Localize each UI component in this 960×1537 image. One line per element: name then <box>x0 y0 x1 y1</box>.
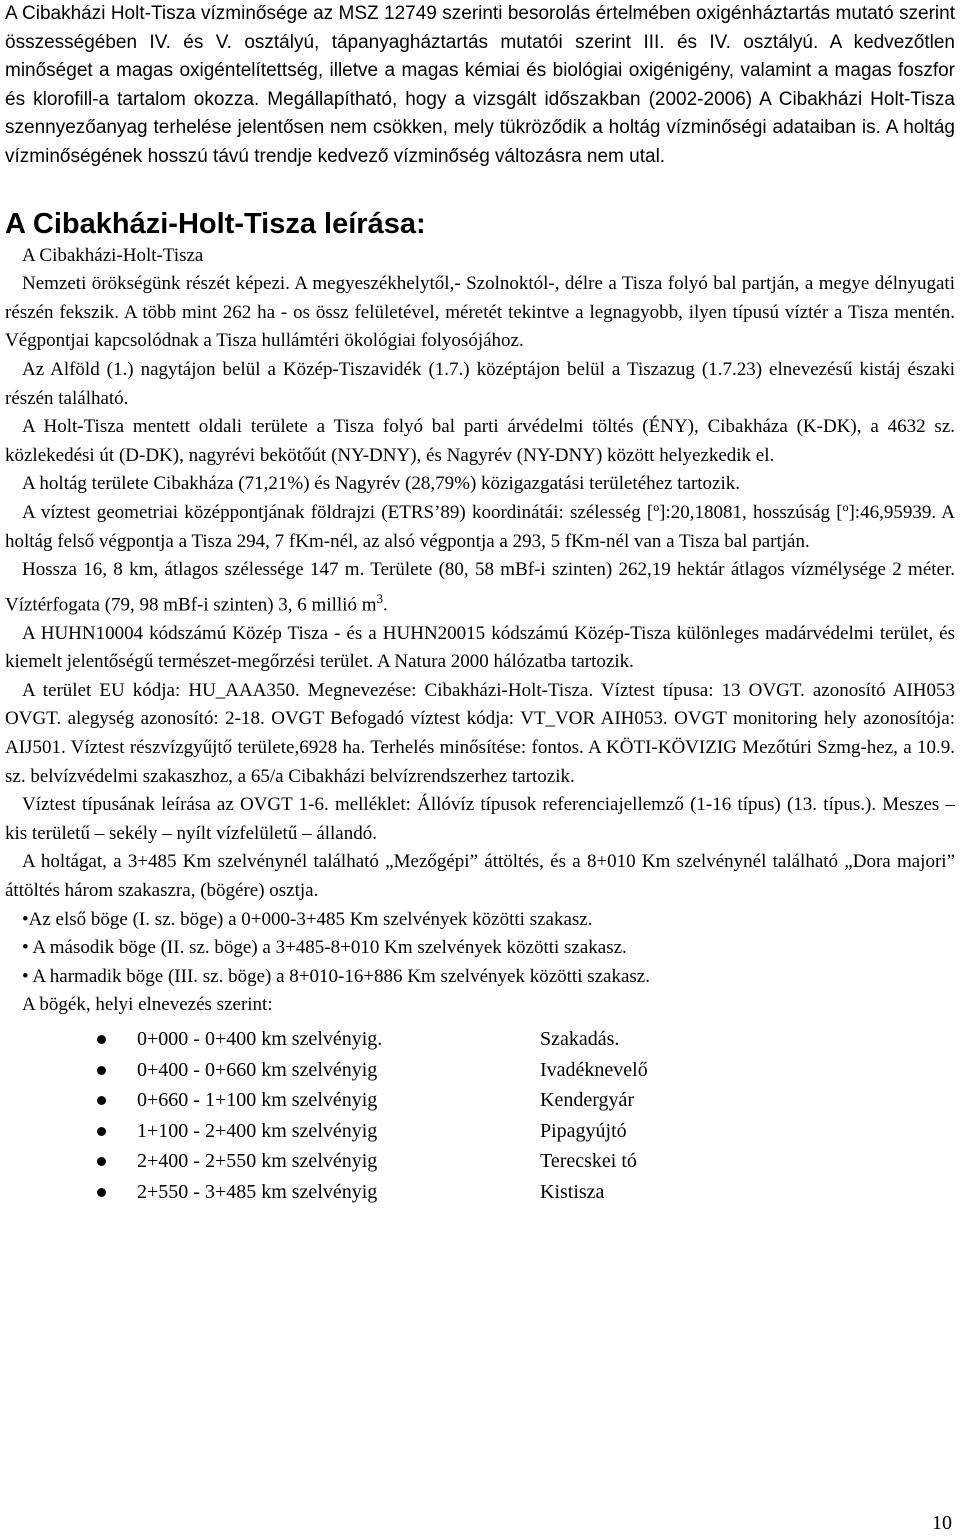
paragraph-heritage: Nemzeti örökségünk részét képezi. A megyeszékhelytől,- Szolnoktól-, délre a Tisza folyó bal partján, a megye délnyugati részén fekszik. A több mint 262 ha - os össz felületével, méretét tekintve a legnagyobb, ilyen típusú víztér a Tisza mentén. Végpontjai kapcsolódnak a Tisza hullámtéri ökológiai folyosójához. <box>5 273 955 352</box>
boge-list <box>5 906 955 992</box>
paragraph-coordinates: A víztest geometriai középpontjának földrajzi (ETRS’89) koordinátái: szélesség [º]:20,18081, hosszúság [º]:46,95939. A holtág felső végpontja a Tisza 294, 7 fKm-nél, az alsó végpontja a 293, 5 fKm-nél van a Tisza bal partján. <box>5 501 955 552</box>
paragraph-dimensions <box>5 556 955 620</box>
paragraph-sections: A holtágat, a 3+485 Km szelvénynél található „Mezőgépi” áttöltés, és a 8+010 Km szelvénynél található „Dora majori” áttöltés három szakaszra, (bögére) osztja. <box>5 851 955 901</box>
segment-name: Pipagyújtó <box>540 1119 627 1142</box>
paragraph-natura: A HUHN10004 kódszámú Közép Tisza - és a HUHN20015 kódszámú Közép-Tisza különleges madárvédelmi terület, és kiemelt jelentőségű természet-megőrzési terület. A Natura 2000 hálózatba tartozik. <box>5 622 955 673</box>
list-item: • A második böge (II. sz. böge) a 3+485-8+010 Km szelvények közötti szakasz. <box>22 937 627 959</box>
segment-row <box>5 1085 955 1116</box>
water-quality-summary <box>5 0 955 172</box>
boge-names-intro: A bögék, helyi elnevezés szerint: <box>22 994 273 1016</box>
document-page <box>5 0 955 1207</box>
segment-row <box>5 1055 955 1086</box>
segment-row <box>5 1024 955 1055</box>
list-item: •Az első böge (I. sz. böge) a 0+000-3+485 Km szelvények közötti szakasz. <box>22 908 593 930</box>
segment-range: 1+100 - 2+400 km szelvényig <box>137 1119 378 1142</box>
segment-name: Kendergyár <box>540 1089 635 1112</box>
dimensions-end: . <box>382 594 388 616</box>
segment-list <box>5 1024 955 1208</box>
list-item: • A harmadik böge (III. sz. böge) a 8+010-16+886 Km szelvények közötti szakasz. <box>22 965 650 987</box>
water-quality-paragraph: A Cibakházi Holt-Tisza vízminősége az MSZ 12749 szerinti besorolás értelmében oxigénháztartás mutató szerint összességében IV. és V. osztályú, tápanyagháztartás mutatói szerint III. és IV. osztályú. A kedvezőtlen minőséget a magas oxigéntelítettség, illetve a magas kémiai és biológiai oxigénigény, valamint a magas foszfor és klorofill-a tartalom okozza. Megállapítható, hogy a vizsgált időszakban (2002-2006) A Cibakházi Holt-Tisza szennyezőanyag terhelése jelentősen nem csökken, mely tükröződik a holtág vízminőségi adataiban is. A holtág vízminőségének hosszú távú trendje kedvező vízminőség változásra nem utal. <box>5 3 955 167</box>
segment-name: Szakadás. <box>540 1027 620 1050</box>
segment-range: 0+400 - 0+660 km szelvényig <box>137 1058 378 1081</box>
bullet-icon <box>97 1096 106 1105</box>
segment-name: Terecskei tó <box>540 1150 637 1173</box>
cubic-superscript: 3 <box>376 590 383 606</box>
paragraph-type: Víztest típusának leírása az OVGT 1-6. melléklet: Állóvíz típusok referenciajellemző (1-16 típus) (13. típus.). Meszes – kis területű – sekély – nyílt vízfelületű – állandó. <box>5 794 955 844</box>
section-subtitle: A Cibakházi-Holt-Tisza <box>22 244 204 266</box>
segment-range: 2+550 - 3+485 km szelvényig <box>137 1180 378 1203</box>
paragraph-borders: A Holt-Tisza mentett oldali területe a Tisza folyó bal parti árvédelmi töltés (ÉNY), Cibakháza (K-DK), a 4632 sz. közlekedési út (D-DK), nagyrévi bekötőút (NY-DNY), és Nagyrév (NY-DNY) között helyezkedik el. <box>5 416 955 466</box>
segment-name: Kistisza <box>540 1180 605 1203</box>
segment-name: Ivadéknevelő <box>540 1058 648 1081</box>
paragraph-eu-code: A terület EU kódja: HU_AAA350. Megnevezése: Cibakházi-Holt-Tisza. Víztest típusa: 13 OVGT. azonosító AIH053 OVGT. alegység azonosító: 2-18. OVGT Befogadó víztest kódja: VT_VOR AIH053. OVGT monitoring hely azonosítója: AIJ501. Víztest részvízgyűjtő területe,6928 ha. Terhelés minősítése: fontos. A KÖTI-KÖVIZIG Mezőtúri Szmg-hez, a 10.9. sz. belvízvédelmi szakaszhoz, a 65/a Cibakházi belvízrendszerhez tartozik. <box>5 679 955 787</box>
segment-range: 0+000 - 0+400 km szelvényig. <box>137 1027 383 1050</box>
bullet-icon <box>97 1127 106 1136</box>
segment-row <box>5 1146 955 1177</box>
segment-row <box>5 1177 955 1208</box>
description-body <box>5 242 955 1020</box>
segment-range: 0+660 - 1+100 km szelvényig <box>137 1089 378 1112</box>
page-number: 10 <box>932 1512 952 1534</box>
bullet-icon <box>97 1066 106 1075</box>
bullet-icon <box>97 1035 106 1044</box>
segment-range: 2+400 - 2+550 km szelvényig <box>137 1150 378 1173</box>
paragraph-administration: A holtág területe Cibakháza (71,21%) és Nagyrév (28,79%) közigazgatási területéhez tartozik. <box>22 473 741 495</box>
paragraph-landscape: Az Alföld (1.) nagytájon belül a Közép-Tiszavidék (1.7.) középtájon belül a Tiszazug (1.7.23) elnevezésű kistáj északi részén található. <box>5 358 955 409</box>
segment-row <box>5 1116 955 1147</box>
bullet-icon <box>97 1188 106 1197</box>
section-heading: A Cibakházi-Holt-Tisza leírása: <box>5 207 426 240</box>
dimensions-text: Hossza 16, 8 km, átlagos szélessége 147 m. Területe (80, 58 mBf-i szinten) 262,19 hektár átlagos vízmélysége 2 méter. Víztérfogata (79, 98 mBf-i szinten) 3, 6 millió m <box>5 559 955 616</box>
bullet-icon <box>97 1157 106 1166</box>
